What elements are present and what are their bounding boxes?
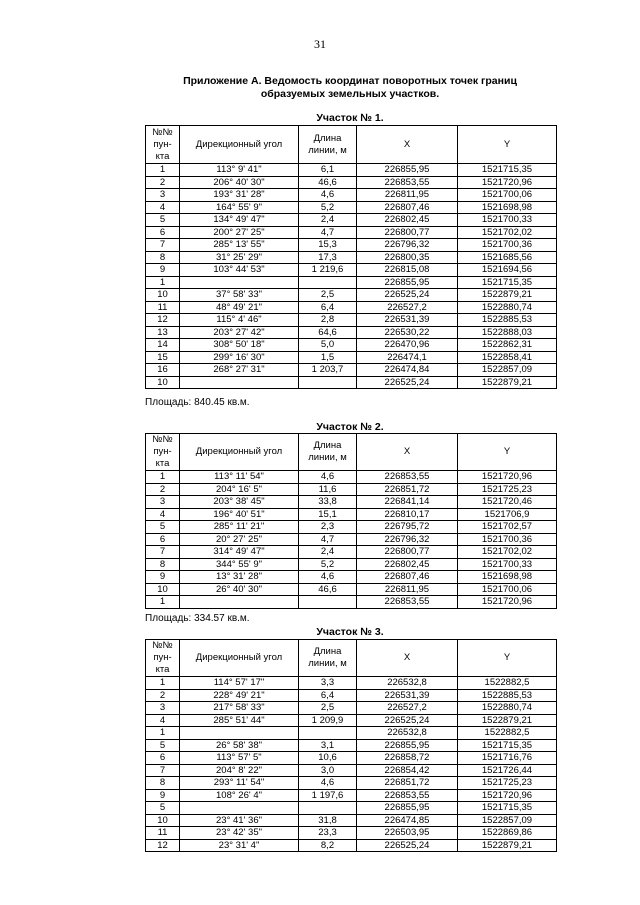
line-length-cell (299, 596, 357, 609)
coord-x-cell: 226532,8 (357, 727, 458, 740)
coord-y-cell: 1521698,98 (458, 201, 557, 214)
point-number-cell: 10 (146, 289, 180, 302)
line-length-cell: 11,6 (299, 483, 357, 496)
header-num: №№ пун- кта (146, 434, 180, 471)
table-row (146, 176, 557, 189)
coord-y-cell: 1522885,53 (458, 689, 557, 702)
line-length-cell (299, 276, 357, 289)
table-row (146, 471, 557, 484)
coord-y-cell: 1521698,98 (458, 571, 557, 584)
table-row (146, 251, 557, 264)
coord-y-cell: 1521715,35 (458, 802, 557, 815)
direction-angle-cell: 23° 31' 4" (180, 839, 299, 852)
coord-y-cell: 1521702,02 (458, 546, 557, 559)
table-row (146, 814, 557, 827)
line-length-cell (299, 727, 357, 740)
coord-y-cell: 1521700,33 (458, 558, 557, 571)
coord-x-cell: 226531,39 (357, 314, 458, 327)
coord-y-cell: 1521700,06 (458, 583, 557, 596)
point-number-cell: 10 (146, 583, 180, 596)
header-x: X (357, 126, 458, 164)
table-row (146, 376, 557, 389)
line-length-cell: 5,0 (299, 339, 357, 352)
table-row (146, 214, 557, 227)
table-row (146, 777, 557, 790)
coord-x-cell: 226531,39 (357, 689, 458, 702)
point-number-cell: 6 (146, 752, 180, 765)
table-row (146, 764, 557, 777)
point-number-cell: 1 (146, 471, 180, 484)
direction-angle-cell: 293° 11' 54" (180, 777, 299, 790)
point-number-cell: 8 (146, 777, 180, 790)
coord-x-cell: 226800,35 (357, 251, 458, 264)
coord-x-cell: 226802,45 (357, 558, 458, 571)
table-row (146, 583, 557, 596)
table-row (146, 827, 557, 840)
table-row (146, 164, 557, 177)
direction-angle-cell: 285° 51' 44" (180, 714, 299, 727)
table-row (146, 339, 557, 352)
point-number-cell: 12 (146, 314, 180, 327)
coord-x-cell: 226853,55 (357, 789, 458, 802)
table-row (146, 239, 557, 252)
point-number-cell: 16 (146, 364, 180, 377)
table-row (146, 189, 557, 202)
point-number-cell: 7 (146, 764, 180, 777)
coord-x-cell: 226851,72 (357, 483, 458, 496)
table-row (146, 752, 557, 765)
line-length-cell: 1 197,6 (299, 789, 357, 802)
table-row (146, 596, 557, 609)
line-length-cell: 15,1 (299, 508, 357, 521)
header-y: Y (458, 434, 557, 471)
coord-y-cell: 1522888,03 (458, 326, 557, 339)
line-length-cell: 2,4 (299, 546, 357, 559)
coord-y-cell: 1521725,23 (458, 777, 557, 790)
coord-x-cell: 226853,55 (357, 471, 458, 484)
line-length-cell: 4,6 (299, 189, 357, 202)
coord-x-cell: 226525,24 (357, 839, 458, 852)
coord-y-cell: 1522858,41 (458, 351, 557, 364)
coord-y-cell: 1521700,36 (458, 533, 557, 546)
coordinates-table-1 (145, 125, 557, 389)
direction-angle-cell (180, 376, 299, 389)
direction-angle-cell: 193° 31' 28" (180, 189, 299, 202)
table-row (146, 802, 557, 815)
coord-x-cell: 226811,95 (357, 189, 458, 202)
coord-x-cell: 226855,95 (357, 164, 458, 177)
coord-x-cell: 226854,42 (357, 764, 458, 777)
point-number-cell: 5 (146, 214, 180, 227)
table-row (146, 739, 557, 752)
coord-y-cell: 1521715,35 (458, 739, 557, 752)
coord-y-cell: 1522862,31 (458, 339, 557, 352)
table-row (146, 839, 557, 852)
point-number-cell: 1 (146, 596, 180, 609)
point-number-cell: 3 (146, 702, 180, 715)
line-length-cell: 10,6 (299, 752, 357, 765)
direction-angle-cell: 103° 44' 53" (180, 264, 299, 277)
direction-angle-cell: 268° 27' 31" (180, 364, 299, 377)
point-number-cell: 1 (146, 276, 180, 289)
point-number-cell: 7 (146, 239, 180, 252)
table-row (146, 496, 557, 509)
direction-angle-cell: 204° 16' 5" (180, 483, 299, 496)
coord-y-cell: 1522882,5 (458, 727, 557, 740)
direction-angle-cell: 196° 40' 51" (180, 508, 299, 521)
line-length-cell: 64,6 (299, 326, 357, 339)
direction-angle-cell (180, 276, 299, 289)
coord-y-cell: 1522857,09 (458, 814, 557, 827)
coord-y-cell: 1522880,74 (458, 702, 557, 715)
table-row (146, 351, 557, 364)
coord-x-cell: 226858,72 (357, 752, 458, 765)
title-line-2: образуемых земельных участков. (260, 88, 440, 100)
line-length-cell: 5,2 (299, 201, 357, 214)
direction-angle-cell: 344° 55' 9" (180, 558, 299, 571)
coord-x-cell: 226853,55 (357, 176, 458, 189)
coord-y-cell: 1522869,86 (458, 827, 557, 840)
direction-angle-cell: 20° 27' 25" (180, 533, 299, 546)
table-row (146, 714, 557, 727)
point-number-cell: 7 (146, 546, 180, 559)
coord-y-cell: 1521715,35 (458, 164, 557, 177)
line-length-cell: 6,1 (299, 164, 357, 177)
coord-y-cell: 1522879,21 (458, 376, 557, 389)
line-length-cell: 17,3 (299, 251, 357, 264)
table-row (146, 264, 557, 277)
header-x: X (357, 434, 458, 471)
direction-angle-cell (180, 727, 299, 740)
point-number-cell: 1 (146, 164, 180, 177)
coord-y-cell: 1522880,74 (458, 301, 557, 314)
point-number-cell: 5 (146, 802, 180, 815)
coord-x-cell: 226527,2 (357, 702, 458, 715)
line-length-cell: 4,6 (299, 571, 357, 584)
point-number-cell: 10 (146, 814, 180, 827)
point-number-cell: 1 (146, 677, 180, 690)
point-number-cell: 9 (146, 789, 180, 802)
header-angle: Дирекционный угол (180, 640, 299, 677)
point-number-cell: 11 (146, 301, 180, 314)
direction-angle-cell: 206° 40' 30" (180, 176, 299, 189)
line-length-cell: 6,4 (299, 689, 357, 702)
section-2-title: Участок № 2. (316, 421, 384, 433)
coord-y-cell: 1522885,53 (458, 314, 557, 327)
line-length-cell: 46,6 (299, 176, 357, 189)
direction-angle-cell: 31° 25' 29" (180, 251, 299, 264)
line-length-cell: 4,6 (299, 777, 357, 790)
line-length-cell: 1 209,9 (299, 714, 357, 727)
coord-x-cell: 226525,24 (357, 289, 458, 302)
line-length-cell: 3,3 (299, 677, 357, 690)
section-2-area: Площадь: 334.57 кв.м. (145, 613, 250, 624)
table-row (146, 364, 557, 377)
direction-angle-cell: 13° 31' 28" (180, 571, 299, 584)
header-length: Длина линии, м (299, 640, 357, 677)
line-length-cell: 2,5 (299, 289, 357, 302)
point-number-cell: 2 (146, 483, 180, 496)
page-number: 31 (314, 37, 326, 51)
coord-y-cell: 1521720,96 (458, 471, 557, 484)
coord-x-cell: 226796,32 (357, 239, 458, 252)
line-length-cell: 4,7 (299, 226, 357, 239)
point-number-cell: 2 (146, 689, 180, 702)
point-number-cell: 9 (146, 571, 180, 584)
point-number-cell: 14 (146, 339, 180, 352)
point-number-cell: 15 (146, 351, 180, 364)
line-length-cell: 8,2 (299, 839, 357, 852)
coord-x-cell: 226530,22 (357, 326, 458, 339)
coord-x-cell: 226470,96 (357, 339, 458, 352)
coord-x-cell: 226795,72 (357, 521, 458, 534)
point-number-cell: 4 (146, 201, 180, 214)
table-row (146, 546, 557, 559)
coord-x-cell: 226525,24 (357, 376, 458, 389)
coord-x-cell: 226851,72 (357, 777, 458, 790)
point-number-cell: 8 (146, 558, 180, 571)
coord-x-cell: 226841,14 (357, 496, 458, 509)
coord-y-cell: 1522879,21 (458, 714, 557, 727)
direction-angle-cell: 285° 13' 55" (180, 239, 299, 252)
coord-y-cell: 1522857,09 (458, 364, 557, 377)
point-number-cell: 1 (146, 727, 180, 740)
direction-angle-cell: 37° 58' 33" (180, 289, 299, 302)
direction-angle-cell: 285° 11' 21" (180, 521, 299, 534)
coord-x-cell: 226527,2 (357, 301, 458, 314)
coord-x-cell: 226853,55 (357, 596, 458, 609)
table-row (146, 314, 557, 327)
table-row (146, 702, 557, 715)
coord-x-cell: 226815,08 (357, 264, 458, 277)
table-row (146, 789, 557, 802)
line-length-cell: 23,3 (299, 827, 357, 840)
coord-y-cell: 1521700,36 (458, 239, 557, 252)
direction-angle-cell: 23° 42' 35" (180, 827, 299, 840)
section-1-title: Участок № 1. (316, 112, 384, 124)
direction-angle-cell: 200° 27' 25" (180, 226, 299, 239)
point-number-cell: 2 (146, 176, 180, 189)
coord-y-cell: 1522879,21 (458, 839, 557, 852)
coord-y-cell: 1521726,44 (458, 764, 557, 777)
section-1-area: Площадь: 840.45 кв.м. (145, 397, 250, 408)
line-length-cell: 4,7 (299, 533, 357, 546)
line-length-cell: 4,6 (299, 471, 357, 484)
direction-angle-cell: 308° 50' 18" (180, 339, 299, 352)
header-y: Y (458, 126, 557, 164)
table-row (146, 571, 557, 584)
header-angle: Дирекционный угол (180, 434, 299, 471)
direction-angle-cell: 217° 58' 33" (180, 702, 299, 715)
table-row (146, 326, 557, 339)
point-number-cell: 11 (146, 827, 180, 840)
coord-y-cell: 1521720,96 (458, 596, 557, 609)
line-length-cell: 5,2 (299, 558, 357, 571)
direction-angle-cell: 113° 9' 41" (180, 164, 299, 177)
point-number-cell: 13 (146, 326, 180, 339)
direction-angle-cell: 48° 49' 21" (180, 301, 299, 314)
point-number-cell: 6 (146, 226, 180, 239)
table-row (146, 727, 557, 740)
point-number-cell: 4 (146, 508, 180, 521)
table-row (146, 558, 557, 571)
table-row (146, 226, 557, 239)
coord-x-cell: 226525,24 (357, 714, 458, 727)
direction-angle-cell: 23° 41' 36" (180, 814, 299, 827)
direction-angle-cell: 26° 40' 30" (180, 583, 299, 596)
table-row (146, 301, 557, 314)
point-number-cell: 4 (146, 714, 180, 727)
direction-angle-cell: 115° 4' 46" (180, 314, 299, 327)
line-length-cell: 31,8 (299, 814, 357, 827)
point-number-cell: 8 (146, 251, 180, 264)
line-length-cell (299, 376, 357, 389)
coord-x-cell: 226474,1 (357, 351, 458, 364)
direction-angle-cell: 228° 49' 21" (180, 689, 299, 702)
direction-angle-cell: 113° 57' 5" (180, 752, 299, 765)
direction-angle-cell: 203° 27' 42" (180, 326, 299, 339)
coord-x-cell: 226855,95 (357, 802, 458, 815)
direction-angle-cell: 204° 8' 22" (180, 764, 299, 777)
point-number-cell: 6 (146, 533, 180, 546)
coord-x-cell: 226474,85 (357, 814, 458, 827)
coord-y-cell: 1522882,5 (458, 677, 557, 690)
line-length-cell: 2,5 (299, 702, 357, 715)
line-length-cell: 2,3 (299, 521, 357, 534)
section-3-title: Участок № 3. (316, 626, 384, 638)
header-num: №№ пун- кта (146, 640, 180, 677)
table-row (146, 677, 557, 690)
coord-y-cell: 1521694,56 (458, 264, 557, 277)
coord-y-cell: 1521715,35 (458, 276, 557, 289)
direction-angle-cell: 114° 57' 17" (180, 677, 299, 690)
direction-angle-cell (180, 802, 299, 815)
table-row (146, 289, 557, 302)
coord-y-cell: 1521716,76 (458, 752, 557, 765)
line-length-cell (299, 802, 357, 815)
point-number-cell: 3 (146, 189, 180, 202)
direction-angle-cell: 26° 58' 38" (180, 739, 299, 752)
coord-x-cell: 226802,45 (357, 214, 458, 227)
coord-y-cell: 1522879,21 (458, 289, 557, 302)
line-length-cell: 1 219,6 (299, 264, 357, 277)
direction-angle-cell: 113° 11' 54" (180, 471, 299, 484)
coord-x-cell: 226807,46 (357, 201, 458, 214)
line-length-cell: 2,8 (299, 314, 357, 327)
coord-y-cell: 1521702,02 (458, 226, 557, 239)
direction-angle-cell: 314° 49' 47" (180, 546, 299, 559)
point-number-cell: 5 (146, 521, 180, 534)
header-length: Длина линии, м (299, 126, 357, 164)
line-length-cell: 1 203,7 (299, 364, 357, 377)
header-num: №№ пун- кта (146, 126, 180, 164)
point-number-cell: 3 (146, 496, 180, 509)
table-row (146, 508, 557, 521)
coord-x-cell: 226811,95 (357, 583, 458, 596)
line-length-cell: 3,0 (299, 764, 357, 777)
coord-x-cell: 226532,8 (357, 677, 458, 690)
line-length-cell: 6,4 (299, 301, 357, 314)
direction-angle-cell: 299° 16' 30" (180, 351, 299, 364)
direction-angle-cell: 164° 55' 9" (180, 201, 299, 214)
table-row (146, 521, 557, 534)
coord-x-cell: 226800,77 (357, 546, 458, 559)
point-number-cell: 9 (146, 264, 180, 277)
table-row (146, 276, 557, 289)
point-number-cell: 5 (146, 739, 180, 752)
coord-x-cell: 226796,32 (357, 533, 458, 546)
coord-y-cell: 1521700,06 (458, 189, 557, 202)
direction-angle-cell: 203° 38' 45" (180, 496, 299, 509)
table-row (146, 689, 557, 702)
point-number-cell: 12 (146, 839, 180, 852)
coordinates-table-2 (145, 433, 557, 609)
table-row (146, 483, 557, 496)
header-x: X (357, 640, 458, 677)
direction-angle-cell: 134° 49' 47" (180, 214, 299, 227)
coord-y-cell: 1521720,96 (458, 789, 557, 802)
direction-angle-cell: 108° 26' 4" (180, 789, 299, 802)
coord-y-cell: 1521706,9 (458, 508, 557, 521)
point-number-cell: 10 (146, 376, 180, 389)
header-angle: Дирекционный угол (180, 126, 299, 164)
coord-y-cell: 1521700,33 (458, 214, 557, 227)
coord-x-cell: 226855,95 (357, 739, 458, 752)
coord-y-cell: 1521685,56 (458, 251, 557, 264)
line-length-cell: 1,5 (299, 351, 357, 364)
coord-y-cell: 1521725,23 (458, 483, 557, 496)
coordinates-table-3 (145, 639, 557, 852)
document-title (150, 75, 550, 101)
coord-x-cell: 226807,46 (357, 571, 458, 584)
title-line-1: Приложение А. Ведомость координат поворотных точек границ (183, 75, 517, 87)
line-length-cell: 2,4 (299, 214, 357, 227)
line-length-cell: 33,8 (299, 496, 357, 509)
coord-x-cell: 226800,77 (357, 226, 458, 239)
coord-x-cell: 226503,95 (357, 827, 458, 840)
coord-x-cell: 226810,17 (357, 508, 458, 521)
table-row (146, 201, 557, 214)
coord-y-cell: 1521702,57 (458, 521, 557, 534)
coord-x-cell: 226474,84 (357, 364, 458, 377)
header-length: Длина линии, м (299, 434, 357, 471)
coord-y-cell: 1521720,46 (458, 496, 557, 509)
direction-angle-cell (180, 596, 299, 609)
line-length-cell: 3,1 (299, 739, 357, 752)
table-row (146, 533, 557, 546)
header-y: Y (458, 640, 557, 677)
line-length-cell: 15,3 (299, 239, 357, 252)
coord-y-cell: 1521720,96 (458, 176, 557, 189)
coord-x-cell: 226855,95 (357, 276, 458, 289)
line-length-cell: 46,6 (299, 583, 357, 596)
